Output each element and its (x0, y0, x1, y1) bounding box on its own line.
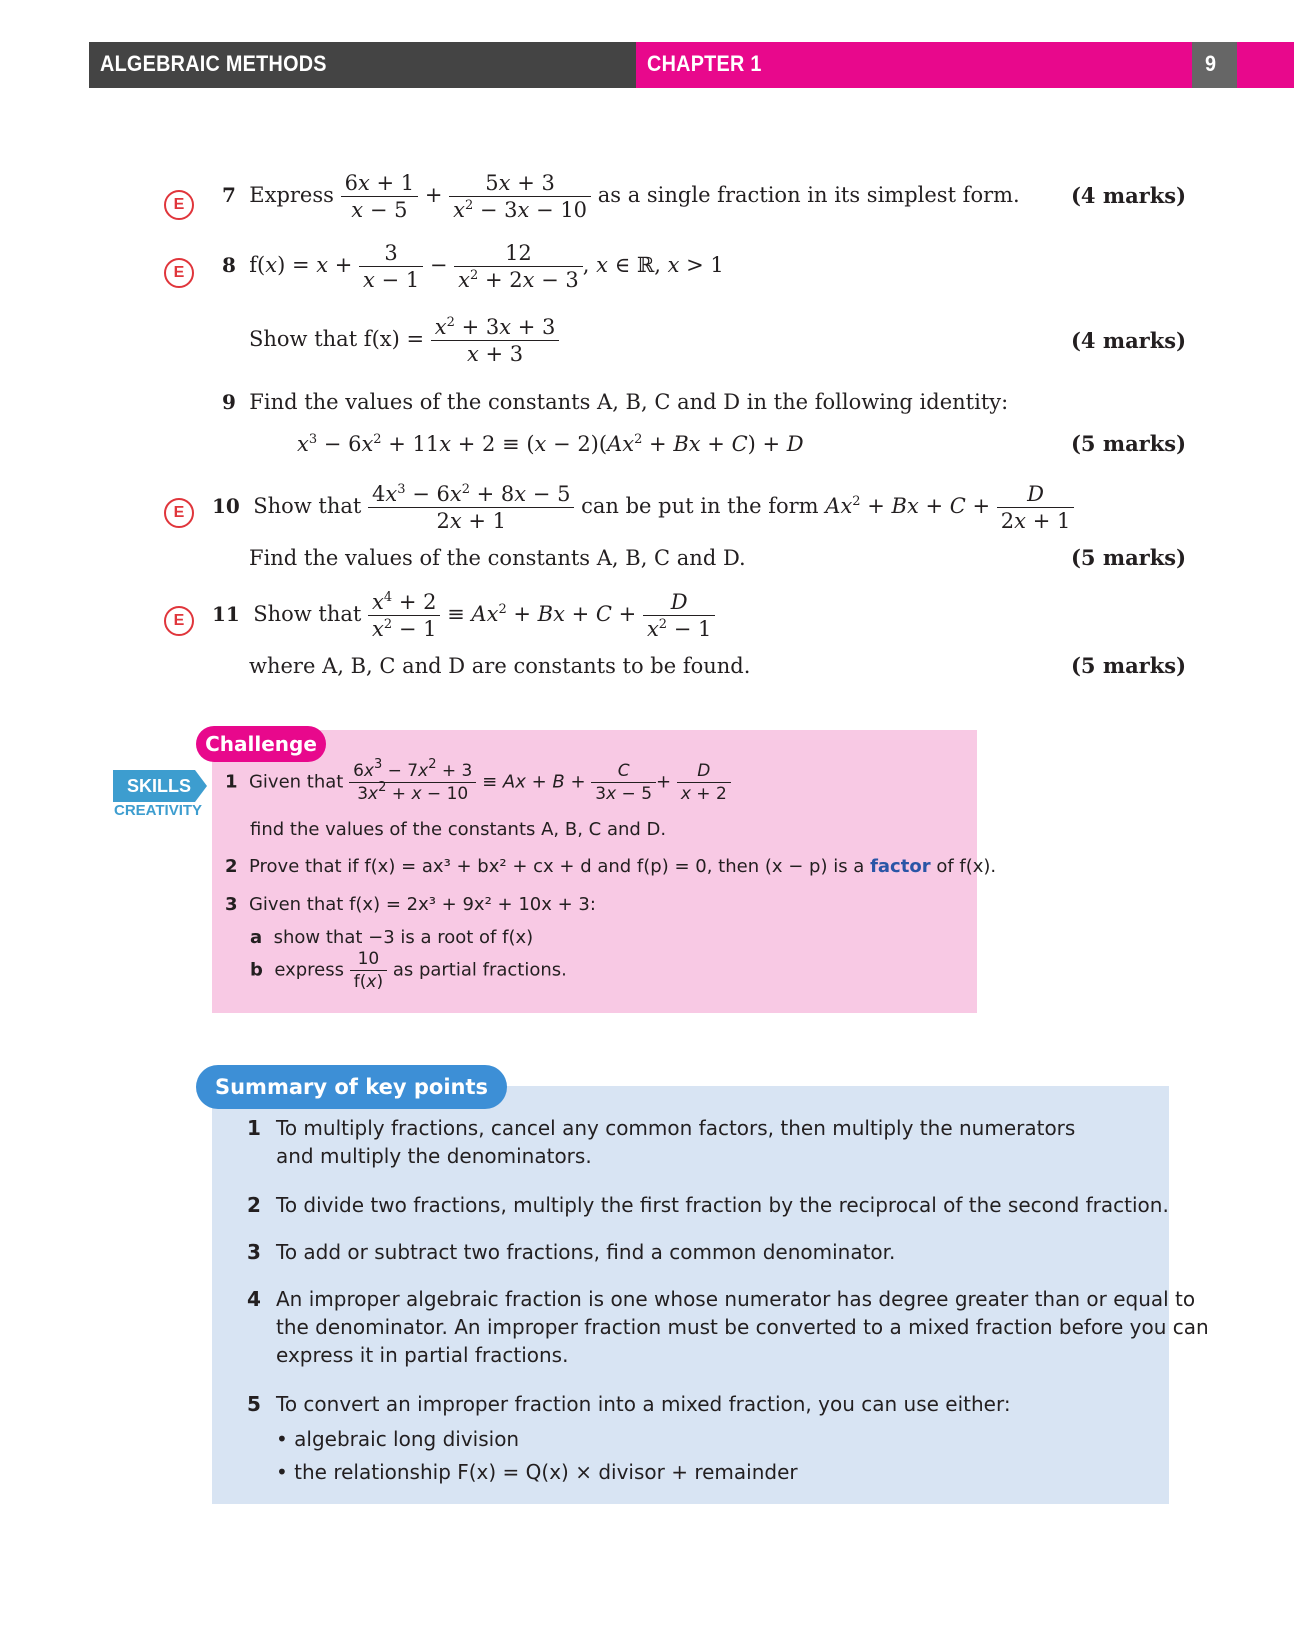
header-page-number-band (1192, 42, 1237, 88)
point-number: 2 (247, 1193, 261, 1217)
item-text: of f(x). (936, 856, 997, 877)
challenge-item-1: 1 Given that $\frac{6x^3 - 7x^2 + 3}{3x^2 + x - 10}$ ≡ Ax + B + $\frac{C}{3x - 5}$ + $\frac{D}{x + 2}$ (225, 760, 731, 805)
identity-equation: $x^3 - 6x^2 + 11x + 2 \equiv (x - 2)(Ax^2 + Bx + C) + D$ (297, 432, 804, 456)
item-number: 3 (225, 894, 238, 915)
sub-item-letter: b (250, 959, 263, 981)
challenge-item-3a (250, 926, 533, 950)
sub-item-text: express (274, 959, 345, 981)
item-number: 1 (225, 771, 238, 793)
header-accent-band (1237, 42, 1294, 88)
skills-subtitle: CREATIVITY (114, 802, 203, 819)
question-11-line2: where A, B, C and D are constants to be found. (249, 654, 751, 678)
item-text: Given that (248, 771, 344, 793)
question-9 (222, 389, 1008, 415)
question-8-show-that (249, 314, 559, 367)
fraction: $\frac{x^4 + 2}{x^2 - 1}$ (368, 589, 440, 642)
challenge-item-3 (225, 893, 596, 917)
question-11: 11 Show that $\frac{x^4 + 2}{x^2 - 1}$ ≡ $Ax^2 + Bx + C$ + $\frac{D}{x^2 - 1}$ (212, 589, 715, 642)
question-10: 10 Show that $\frac{4x^3 - 6x^2 + 8x - 5}{2x + 1}$ can be put in the form $Ax^2 + Bx + C$ + $\frac{D}{2x + 1}$ (212, 481, 1074, 534)
item-text: Prove that if f(x) = ax³ + bx² + cx + d and f(p) = 0, then (x − p) is a (248, 856, 865, 877)
question-number: 7 (222, 183, 236, 207)
marks-label: (5 marks) (1071, 653, 1187, 678)
question-text: Find the values of the constants A, B, C and D in the following identity: (249, 390, 1009, 414)
point-number: 5 (247, 1392, 261, 1416)
summary-title: Summary of key points (196, 1065, 507, 1109)
point-line: and multiply the denominators. (276, 1144, 592, 1168)
fraction: $\frac{5x + 3}{x^2 - 3x - 10}$ (449, 170, 591, 223)
question-text: Express (249, 183, 334, 207)
fraction: $\frac{x^2 + 3x + 3}{x + 3}$ (431, 314, 560, 367)
marks-label: (4 marks) (1071, 183, 1187, 208)
bullet-text: algebraic long division (294, 1427, 520, 1451)
header-section-band (89, 42, 636, 88)
summary-point-5 (247, 1390, 1011, 1486)
bullet-icon: • (276, 1427, 295, 1451)
item-number: 2 (225, 856, 238, 877)
exam-badge-icon: E (164, 258, 194, 288)
bullet-item (276, 1425, 1011, 1453)
skills-tag: SKILLS (113, 770, 195, 802)
header-section-title: ALGEBRAIC METHODS (100, 51, 327, 76)
exam-badge-icon: E (164, 498, 194, 528)
exam-badge-icon: E (164, 190, 194, 220)
marks-label: (4 marks) (1071, 328, 1187, 353)
marks-label: (5 marks) (1071, 545, 1187, 570)
point-line: To divide two fractions, multiply the first fraction by the reciprocal of the second fraction. (276, 1193, 1169, 1217)
question-number: 8 (222, 253, 236, 277)
question-number: 10 (212, 494, 240, 518)
fraction: $\frac{3}{x - 1}$ (359, 240, 423, 293)
fraction: $\frac{10}{f(x)}$ (350, 948, 387, 993)
point-number: 3 (247, 1240, 261, 1264)
header-chapter-title: CHAPTER 1 (647, 51, 762, 76)
question-text: can be put in the form (581, 494, 819, 518)
sub-item-text: as partial fractions. (392, 959, 567, 981)
summary-point-1 (247, 1114, 1075, 1170)
fraction: $\frac{D}{x^2 - 1}$ (643, 589, 715, 642)
question-number: 9 (222, 390, 236, 414)
item-text: Given that f(x) = 2x³ + 9x² + 10x + 3: (248, 894, 596, 915)
fraction: $\frac{C}{3x - 5}$ (591, 760, 656, 805)
point-line: To add or subtract two fractions, find a common denominator. (276, 1240, 896, 1264)
point-line: An improper algebraic fraction is one whose numerator has degree greater than or equal to (276, 1287, 1196, 1311)
bullet-icon: • (276, 1460, 295, 1484)
point-line: express it in partial fractions. (276, 1343, 569, 1367)
question-7: 7 Express $\frac{6x + 1}{x - 5}$ + $\frac{5x + 3}{x^2 - 3x - 10}$ as a single fraction in its simplest form. (222, 171, 1020, 222)
fraction: $\frac{6x^3 - 7x^2 + 3}{3x^2 + x - 10}$ (349, 760, 476, 805)
summary-point-3 (247, 1238, 895, 1266)
bullet-item (276, 1458, 1011, 1486)
question-8: 8 f(x) = x + $\frac{3}{x - 1}$ − $\frac{12}{x^2 + 2x - 3}$ , x ∈ ℝ, x > 1 (222, 241, 724, 292)
skills-arrow-icon (195, 770, 207, 802)
question-10-line2: Find the values of the constants A, B, C and D. (249, 546, 746, 570)
fraction: $\frac{6x + 1}{x - 5}$ (341, 170, 419, 223)
exam-badge-icon: E (164, 606, 194, 636)
page-header (89, 42, 1294, 88)
point-number: 1 (247, 1116, 261, 1140)
challenge-title: Challenge (196, 726, 326, 762)
question-text: Show that (253, 494, 362, 518)
point-line: To convert an improper fraction into a mixed fraction, you can use either: (276, 1392, 1011, 1416)
fraction: $\frac{D}{2x + 1}$ (997, 481, 1075, 534)
marks-label: (5 marks) (1071, 431, 1187, 456)
question-text: Show that f(x) = (249, 327, 425, 351)
factor-keyword-link[interactable]: factor (870, 856, 931, 877)
header-chapter-band (636, 42, 1192, 88)
question-text: Show that (253, 602, 362, 626)
point-line: the denominator. An improper fraction must be converted to a mixed fraction before you can (276, 1315, 1209, 1339)
bullet-text: the relationship F(x) = Q(x) × divisor + remainder (294, 1460, 798, 1484)
challenge-item-3b (250, 948, 567, 993)
point-number: 4 (247, 1287, 261, 1311)
question-text: as a single fraction in its simplest form. (597, 183, 1020, 207)
sub-item-letter: a (250, 927, 263, 948)
challenge-item-1-line2: find the values of the constants A, B, C and D. (250, 819, 667, 840)
fraction: $\frac{D}{x + 2}$ (677, 760, 731, 805)
point-line: To multiply fractions, cancel any common factors, then multiply the numerators (276, 1116, 1076, 1140)
summary-point-4 (247, 1285, 1209, 1369)
fraction: $\frac{4x^3 - 6x^2 + 8x - 5}{2x + 1}$ (368, 481, 574, 534)
summary-point-2 (247, 1191, 1169, 1219)
page-number: 9 (1205, 51, 1217, 76)
fraction: $\frac{12}{x^2 + 2x - 3}$ (454, 240, 583, 293)
sub-item-text: show that −3 is a root of f(x) (273, 927, 534, 948)
question-number: 11 (212, 602, 240, 626)
challenge-item-2 (225, 855, 996, 879)
